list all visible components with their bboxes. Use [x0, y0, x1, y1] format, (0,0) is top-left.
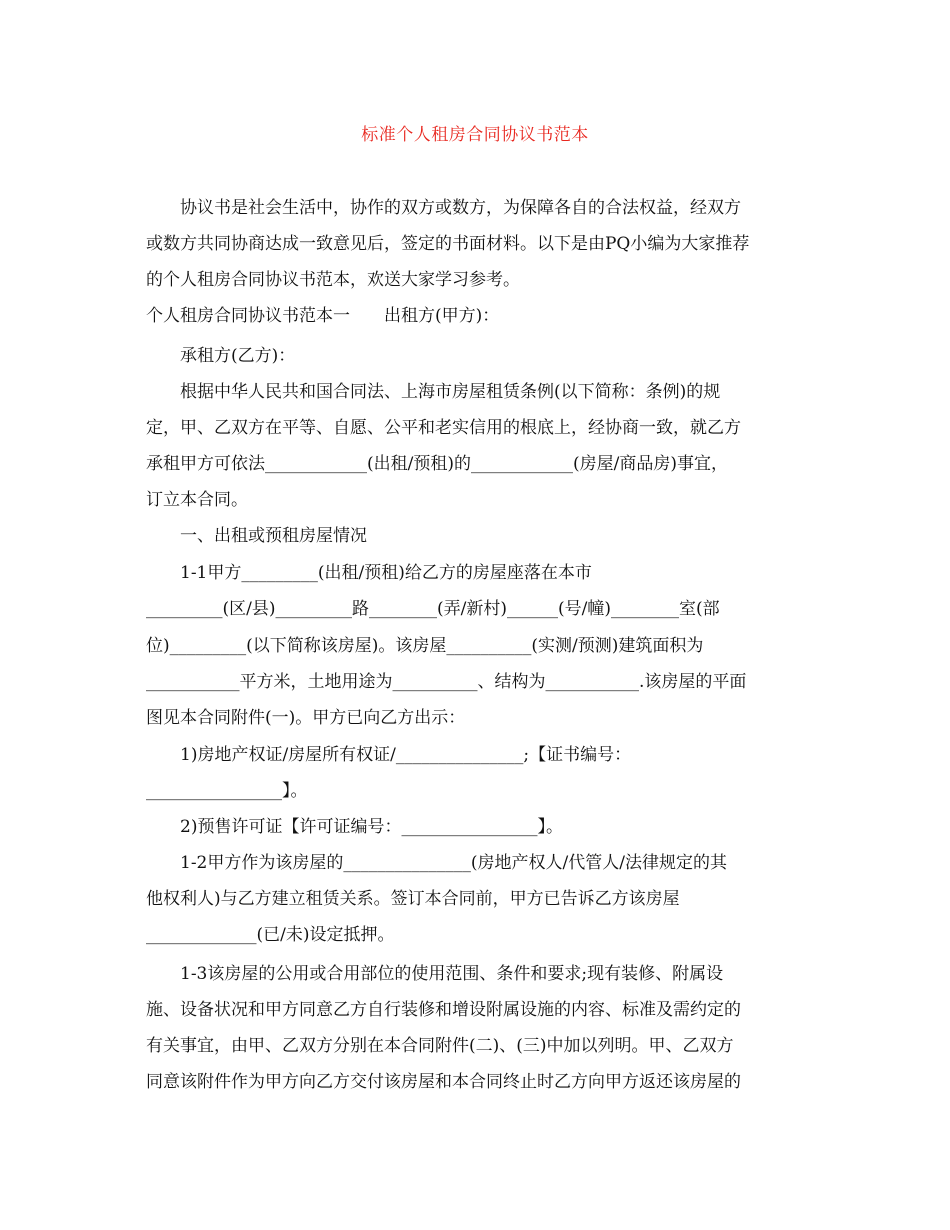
- document-title: 标准个人租房合同协议书范本: [361, 125, 589, 145]
- paragraph-line: 承租方(乙方)：: [180, 346, 296, 366]
- paragraph-line: 根据中华人民共和国合同法、上海市房屋租赁条例(以下简称：条例)的规: [180, 382, 721, 402]
- paragraph-line: 1-1甲方_________(出租/预租)给乙方的房屋座落在本市: [180, 563, 592, 583]
- paragraph-line: 位)_________(以下简称该房屋)。该房屋__________(实测/预测)建筑面积为: [146, 636, 704, 656]
- paragraph-line: 的个人租房合同协议书范本，欢送大家学习参考。: [146, 270, 520, 290]
- paragraph-line: 1-3该房屋的公用或合用部位的使用范围、条件和要求;现有装修、附属设: [180, 964, 724, 984]
- paragraph-line: 同意该附件作为甲方向乙方交付该房屋和本合同终止时乙方向甲方返还该房屋的: [146, 1072, 741, 1092]
- section-heading-line: 个人租房合同协议书范本一 出租方(甲方)：: [146, 306, 500, 326]
- paragraph-line: _________(区/县)_________路________(弄/新村)______(号/幢)________室(部: [146, 599, 720, 619]
- paragraph-line: _____________(已/未)设定抵押。: [146, 925, 395, 945]
- paragraph-line: 2)预售许可证【许可证编号：________________】。: [180, 817, 563, 837]
- section-heading-line: 一、出租或预租房屋情况: [180, 526, 367, 546]
- paragraph-line: 订立本合同。: [146, 490, 248, 510]
- paragraph-line: ___________平方米，土地用途为__________、结构为___________.该房屋的平面: [146, 672, 747, 692]
- paragraph-line: 协议书是社会生活中，协作的双方或数方，为保障各自的合法权益，经双方: [180, 198, 741, 218]
- paragraph-line: ________________】。: [146, 781, 308, 801]
- paragraph-line: 1-2甲方作为该房屋的_______________(房地产权人/代管人/法律规定的其: [180, 853, 727, 873]
- paragraph-line: 施、设备状况和甲方同意乙方自行装修和增设附属设施的内容、标准及需约定的: [146, 1000, 741, 1020]
- paragraph-line: 图见本合同附件(一)。甲方已向乙方出示：: [146, 708, 466, 728]
- paragraph-line: 承租甲方可依法____________(出租/预租)的____________(房屋/商品房)事宜，: [146, 454, 728, 474]
- paragraph-line: 或数方共同协商达成一致意见后，签定的书面材料。以下是由PQ小编为大家推荐: [146, 234, 750, 254]
- paragraph-line: 定，甲、乙双方在平等、自愿、公平和老实信用的根底上，经协商一致，就乙方: [146, 418, 741, 438]
- paragraph-line: 1)房地产权证/房屋所有权证/_______________;【证书编号：: [180, 745, 632, 765]
- paragraph-line: 他权利人)与乙方建立租赁关系。签订本合同前，甲方已告诉乙方该房屋: [146, 889, 680, 909]
- paragraph-line: 有关事宜，由甲、乙双方分别在本合同附件(二)、(三)中加以列明。甲、乙双方: [146, 1036, 734, 1056]
